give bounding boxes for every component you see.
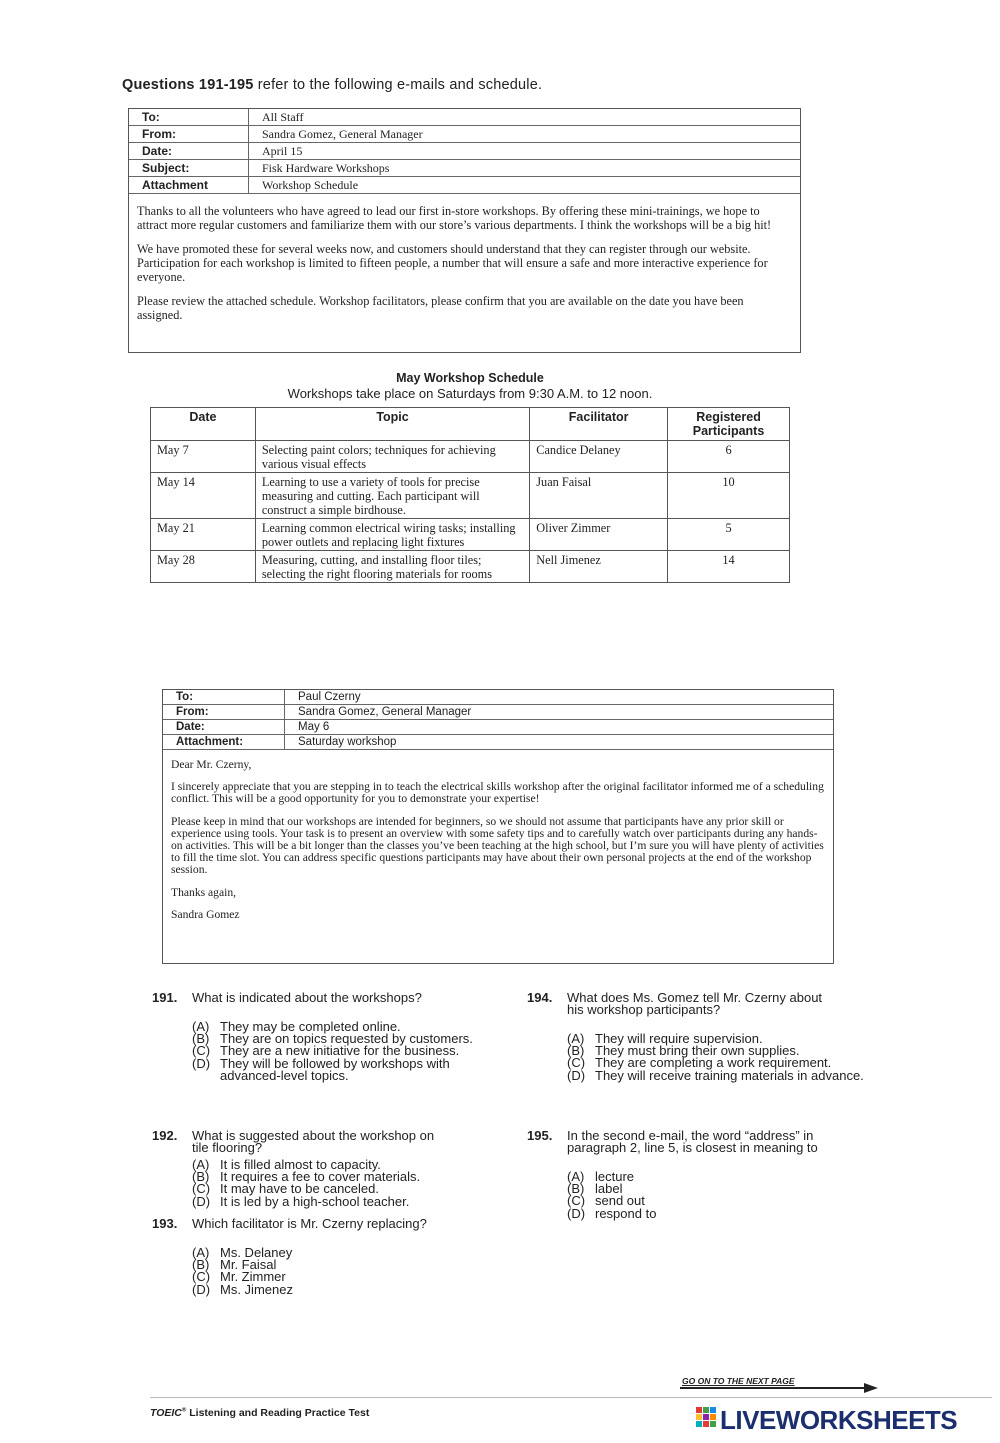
option-text: It may have to be canceled.: [220, 1181, 379, 1197]
option-letter: (A): [567, 1169, 585, 1184]
option-text: They are on topics requested by customers.: [220, 1031, 473, 1047]
email-header-row: [129, 109, 800, 126]
question-193: [152, 1218, 512, 1298]
cell-topic: Learning common electrical wiring tasks; installing power outlets and replacing light fixtures: [255, 519, 529, 551]
email-1-body: [137, 204, 787, 332]
question-range: Questions 191-195: [122, 77, 254, 93]
option-letter: (A): [192, 1019, 210, 1034]
header-label: From:: [163, 705, 285, 720]
cell-date: May 14: [151, 473, 256, 519]
answer-options: [192, 1021, 492, 1082]
footer-test-name: [150, 1407, 369, 1419]
column-header-topic: Topic: [255, 408, 529, 441]
option-letter: (C): [192, 1043, 211, 1059]
answer-option[interactable]: [192, 1055, 490, 1083]
option-text: They are completing a work requirement.: [595, 1055, 832, 1071]
header-label: Date:: [129, 143, 249, 160]
question-number: 192.: [152, 1128, 178, 1143]
email-2-header: [163, 690, 833, 750]
option-letter: (A): [567, 1031, 585, 1046]
question-191: [152, 992, 512, 1122]
email-header-row: [129, 160, 800, 177]
table-row: [151, 519, 790, 551]
option-text: label: [595, 1181, 623, 1197]
schedule-title: May Workshop Schedule: [396, 371, 544, 385]
test-brand: TOEIC: [150, 1407, 182, 1419]
schedule-subtitle: Workshops take place on Saturdays from 9:30 A.M. to 12 noon.: [287, 386, 653, 401]
option-letter: (B): [192, 1169, 210, 1185]
email-1: [128, 108, 801, 353]
header-label: Subject:: [129, 160, 249, 177]
email-paragraph: Please keep in mind that our workshops are intended for beginners, so we should not assume that participants have any prior skill or experience using tools. Your task is to present an overview with some safety tips and to carefully watch over participants during any hands-on activities. This will be a bit longer than the classes you’ve been teaching at the high school, but I’m sure you will have plenty of activities to fill the time slot. You can address specific questions participants may have about their own personal projects at the end of the workshop session.: [171, 814, 824, 877]
option-letter: (B): [192, 1031, 210, 1047]
email-2-body: [171, 759, 826, 931]
logo-text: LIVEWORKSHEETS: [720, 1404, 958, 1435]
cell-topic: Learning to use a variety of tools for precise measuring and cutting. Each participant will construct a simple birdhouse.: [255, 473, 529, 519]
header-label: Attachment:: [163, 735, 285, 750]
option-text: Mr. Faisal: [220, 1257, 277, 1273]
email-greeting: Dear Mr. Czerny,: [171, 758, 252, 771]
option-letter: (C): [567, 1055, 586, 1071]
email-header-row: [163, 705, 833, 720]
email-header-row: [129, 177, 800, 194]
answer-options: [192, 1159, 522, 1208]
answer-option[interactable]: [192, 1281, 492, 1297]
option-text: They will be followed by workshops with advanced-level topics.: [220, 1055, 450, 1083]
question-stem: Which facilitator is Mr. Czerny replacing?: [192, 1216, 427, 1231]
column-header-date: Date: [151, 408, 256, 441]
cell-registered: 10: [668, 473, 790, 519]
logo-blocks-icon: [696, 1407, 718, 1433]
header-label: From:: [129, 126, 249, 143]
email-2: [162, 689, 834, 964]
question-number: 191.: [152, 990, 178, 1005]
cell-facilitator: Oliver Zimmer: [530, 519, 668, 551]
answer-options: [192, 1247, 492, 1296]
header-value: Workshop Schedule: [249, 177, 801, 194]
option-letter: (D): [192, 1055, 211, 1071]
cell-date: May 28: [151, 551, 256, 583]
header-label: Date:: [163, 720, 285, 735]
column-header-facilitator: Facilitator: [530, 408, 668, 441]
option-text: Ms. Delaney: [220, 1245, 293, 1260]
go-next-page-label: GO ON TO THE NEXT PAGE: [682, 1376, 795, 1386]
section-heading: [122, 77, 542, 93]
question-number: 193.: [152, 1216, 178, 1231]
option-letter: (A): [192, 1157, 210, 1172]
cell-registered: 14: [668, 551, 790, 583]
option-text: lecture: [595, 1169, 635, 1184]
option-letter: (D): [192, 1193, 211, 1209]
cell-facilitator: Nell Jimenez: [530, 551, 668, 583]
cell-registered: 6: [668, 441, 790, 473]
header-value: Sandra Gomez, General Manager: [249, 126, 801, 143]
option-text: They must bring their own supplies.: [595, 1043, 800, 1059]
header-label: To:: [163, 690, 285, 705]
schedule-table: [150, 407, 790, 583]
email-header-row: [163, 720, 833, 735]
email-header-row: [129, 143, 800, 160]
option-letter: (D): [567, 1205, 586, 1221]
email-signature: Sandra Gomez: [171, 907, 240, 921]
header-value: April 15: [249, 143, 801, 160]
option-letter: (A): [192, 1245, 210, 1260]
cell-date: May 7: [151, 441, 256, 473]
question-number: 195.: [527, 1128, 553, 1143]
header-label: To:: [129, 109, 249, 126]
cell-date: May 21: [151, 519, 256, 551]
option-letter: (C): [567, 1193, 586, 1209]
email-closing: Thanks again,: [171, 885, 237, 899]
option-text: It is led by a high-school teacher.: [220, 1193, 410, 1209]
option-text: Ms. Jimenez: [220, 1281, 293, 1297]
test-name-rest: Listening and Reading Practice Test: [186, 1407, 370, 1419]
option-text: They are a new initiative for the business.: [220, 1043, 460, 1059]
header-label: Attachment: [129, 177, 249, 194]
option-text: They will require supervision.: [595, 1031, 763, 1046]
header-value: Fisk Hardware Workshops: [249, 160, 801, 177]
email-header-row: [129, 126, 800, 143]
email-paragraph: We have promoted these for several weeks now, and customers should understand that they can register through our website. Participation for each workshop is limited to fifteen people, a number that will ensure a safe and more interactive experience for everyone.: [137, 242, 768, 284]
email-1-header: [129, 109, 800, 194]
table-row: [151, 441, 790, 473]
cell-topic: Selecting paint colors; techniques for achieving various visual effects: [255, 441, 529, 473]
option-letter: (C): [192, 1181, 211, 1197]
cell-topic: Measuring, cutting, and installing floor tiles; selecting the right flooring materials for rooms: [255, 551, 529, 583]
answer-option[interactable]: [567, 1067, 895, 1083]
email-header-row: [163, 735, 833, 750]
table-row: [151, 473, 790, 519]
option-text: Mr. Zimmer: [220, 1269, 286, 1285]
question-stem: What is indicated about the workshops?: [192, 990, 422, 1005]
email-header-row: [163, 690, 833, 705]
question-number: 194.: [527, 990, 553, 1005]
header-value: Paul Czerny: [285, 690, 834, 705]
answer-option[interactable]: [567, 1205, 867, 1221]
answer-options: [567, 1171, 867, 1220]
question-stem: In the second e-mail, the word “address” in paragraph 2, line 5, is closest in meaning to: [567, 1128, 818, 1156]
answer-options: [567, 1033, 887, 1082]
option-text: They may be completed online.: [220, 1019, 401, 1034]
question-194: [527, 992, 887, 1122]
option-letter: (C): [192, 1269, 211, 1285]
option-letter: (B): [567, 1043, 585, 1059]
option-letter: (D): [192, 1281, 211, 1297]
email-paragraph: Please review the attached schedule. Workshop facilitators, please confirm that you are available on the date you have been assigned.: [137, 294, 744, 322]
schedule-header-row: [151, 408, 790, 441]
header-value: Saturday workshop: [285, 735, 834, 750]
header-value: May 6: [285, 720, 834, 735]
option-text: It requires a fee to cover materials.: [220, 1169, 421, 1185]
heading-rest: refer to the following e-mails and schedule.: [253, 77, 543, 93]
question-195: [527, 1130, 887, 1230]
option-letter: (B): [192, 1257, 210, 1273]
header-value: Sandra Gomez, General Manager: [285, 705, 834, 720]
option-text: send out: [595, 1193, 645, 1209]
question-stem: What is suggested about the workshop on tile flooring?: [192, 1128, 435, 1156]
trademark-mark: ®: [181, 1407, 187, 1414]
question-192: [152, 1130, 522, 1210]
liveworksheets-logo: [696, 1405, 957, 1435]
email-paragraph: Thanks to all the volunteers who have agreed to lead our first in-store workshops. By offering these mini-trainings, we hope to attract more regular customers and familiarize them with our store’s various departments. I think the workshops will be a big hit!: [137, 204, 772, 232]
cell-registered: 5: [668, 519, 790, 551]
question-stem: What does Ms. Gomez tell Mr. Czerny about his workshop participants?: [567, 990, 823, 1018]
option-text: respond to: [595, 1205, 657, 1221]
email-paragraph: I sincerely appreciate that you are stepping in to teach the electrical skills workshop after the original facilitator informed me of a scheduling conflict. This will be a good opportunity for you to demonstrate your expertise!: [171, 780, 824, 806]
answer-option[interactable]: [192, 1193, 522, 1209]
cell-facilitator: Juan Faisal: [530, 473, 668, 519]
header-value: All Staff: [249, 109, 801, 126]
table-row: [151, 551, 790, 583]
footer-divider: [150, 1397, 992, 1398]
option-text: It is filled almost to capacity.: [220, 1157, 381, 1172]
cell-facilitator: Candice Delaney: [530, 441, 668, 473]
option-letter: (D): [567, 1067, 586, 1083]
arrow-right-icon: [680, 1383, 880, 1393]
option-letter: (B): [567, 1181, 585, 1197]
column-header-registered: Registered Participants: [668, 408, 790, 441]
option-text: They will receive training materials in advance.: [595, 1067, 864, 1083]
